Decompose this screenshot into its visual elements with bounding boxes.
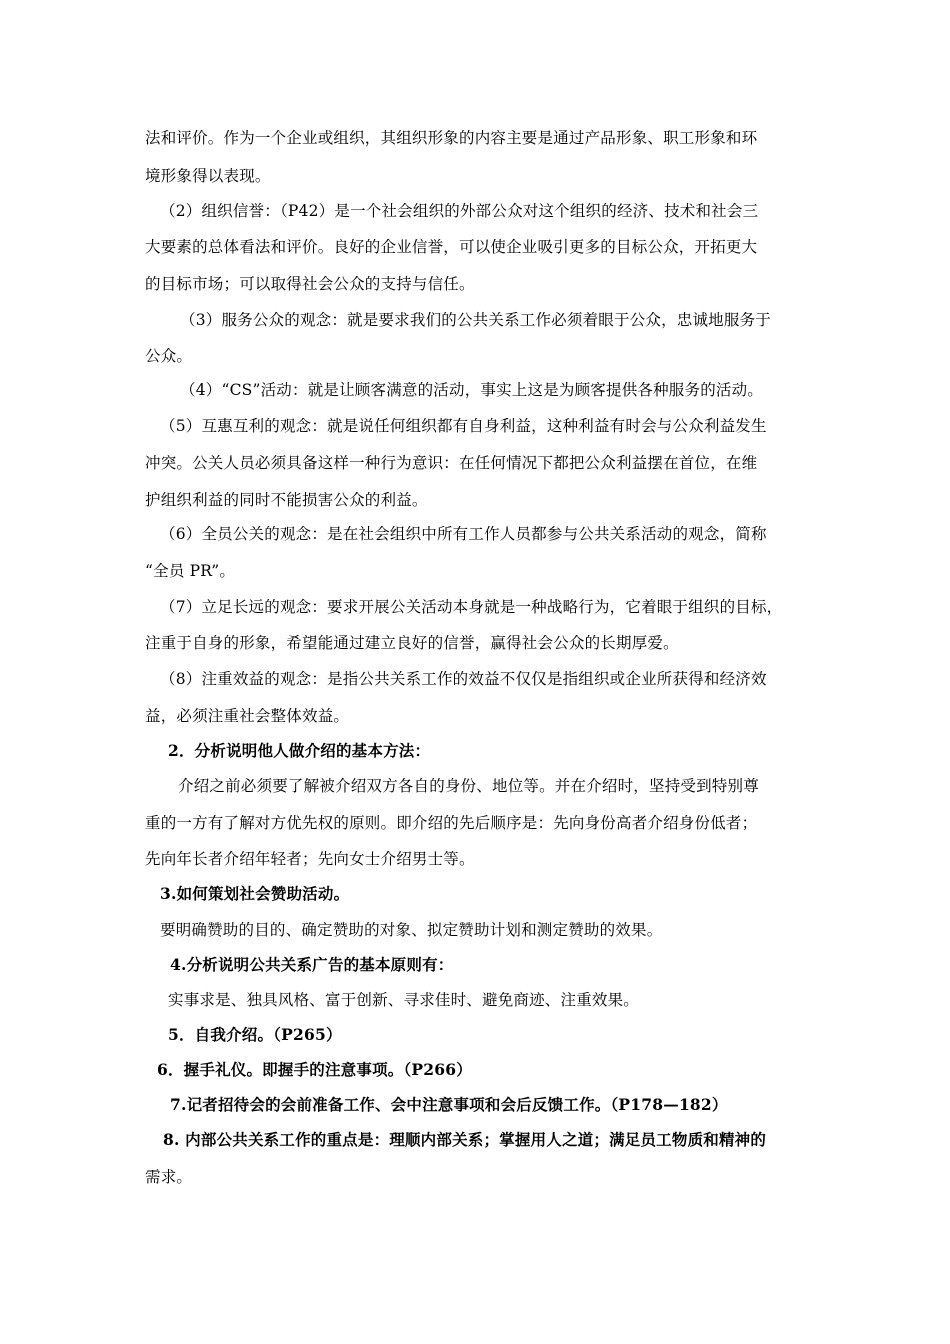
- text-line: 法和评价。作为一个企业或组织，其组织形象的内容主要是通过产品形象、职工形象和环: [145, 129, 758, 147]
- text-line: 实事求是、独具风格、富于创新、寻求佳时、避免商迹、注重效果。: [168, 991, 640, 1009]
- text-line: （8）注重效益的观念：是指公共关系工作的效益不仅仅是指组织或企业所获得和经济效: [160, 670, 767, 688]
- text-line: 先向年长者介绍年轻者；先向女士介绍男士等。: [145, 850, 475, 868]
- section-heading: 2．分析说明他人做介绍的基本方法：: [168, 741, 431, 760]
- text-line: （7）立足长远的观念：要求开展公关活动本身就是一种战略行为，它着眼于组织的目标，: [160, 598, 783, 616]
- text-line: 境形象得以表现。: [145, 167, 271, 185]
- text-line: 需求。: [145, 1168, 193, 1186]
- text-line: 冲突。公关人员必须具备这样一种行为意识：在任何情况下都把公众利益摆在首位，在维: [145, 454, 758, 472]
- section-heading: 7.记者招待会的会前准备工作、会中注意事项和会后反馈工作。（P178—182）: [170, 1095, 728, 1114]
- text-line: （5）互惠互利的观念：就是说任何组织都有自身利益，这种利益有时会与公众利益发生: [160, 417, 767, 435]
- text-line: 要明确赞助的目的、确定赞助的对象、拟定赞助计划和测定赞助的效果。: [160, 921, 663, 939]
- text-line: 介绍之前必须要了解被介绍双方各自的身份、地位等。并在介绍时，坚持受到特别尊: [178, 777, 759, 795]
- text-line: （3）服务公众的观念：就是要求我们的公共关系工作必须着眼于公众，忠诚地服务于: [180, 311, 771, 329]
- section-heading: 5．自我介绍。（P265）: [168, 1025, 342, 1044]
- section-heading: 8. 内部公共关系工作的重点是：理顺内部关系；掌握用人之道；满足员工物质和精神的: [163, 1130, 767, 1149]
- section-heading: 4.分析说明公共关系广告的基本原则有：: [170, 955, 454, 974]
- text-line: 的目标市场；可以取得社会公众的支持与信任。: [145, 275, 475, 293]
- section-heading: 3.如何策划社会赞助活动。: [160, 884, 350, 903]
- text-line: （6）全员公关的观念：是在社会组织中所有工作人员都参与公共关系活动的观念，简称: [160, 525, 767, 543]
- text-line: 公众。: [145, 347, 193, 365]
- text-line: 护组织利益的同时不能损害公众的利益。: [145, 491, 428, 509]
- section-heading: 6．握手礼仪。即握手的注意事项。（P266）: [157, 1060, 472, 1079]
- text-line: 注重于自身的形象，希望能通过建立良好的信誉，赢得社会公众的长期厚爱。: [145, 634, 679, 652]
- text-line: 益，必须注重社会整体效益。: [145, 707, 350, 725]
- text-line: 大要素的总体看法和评价。良好的企业信誉，可以使企业吸引更多的目标公众，开拓更大: [145, 238, 758, 256]
- text-line: 重的一方有了解对方优先权的原则。即介绍的先后顺序是：先向身份高者介绍身份低者；: [145, 814, 758, 832]
- text-line: （2）组织信誉：（P42）是一个社会组织的外部公众对这个组织的经济、技术和社会三: [160, 202, 759, 220]
- text-line: “全员 PR”。: [145, 562, 236, 580]
- text-line: （4）“CS”活动：就是让顾客满意的活动，事实上这是为顾客提供各种服务的活动。: [180, 381, 763, 399]
